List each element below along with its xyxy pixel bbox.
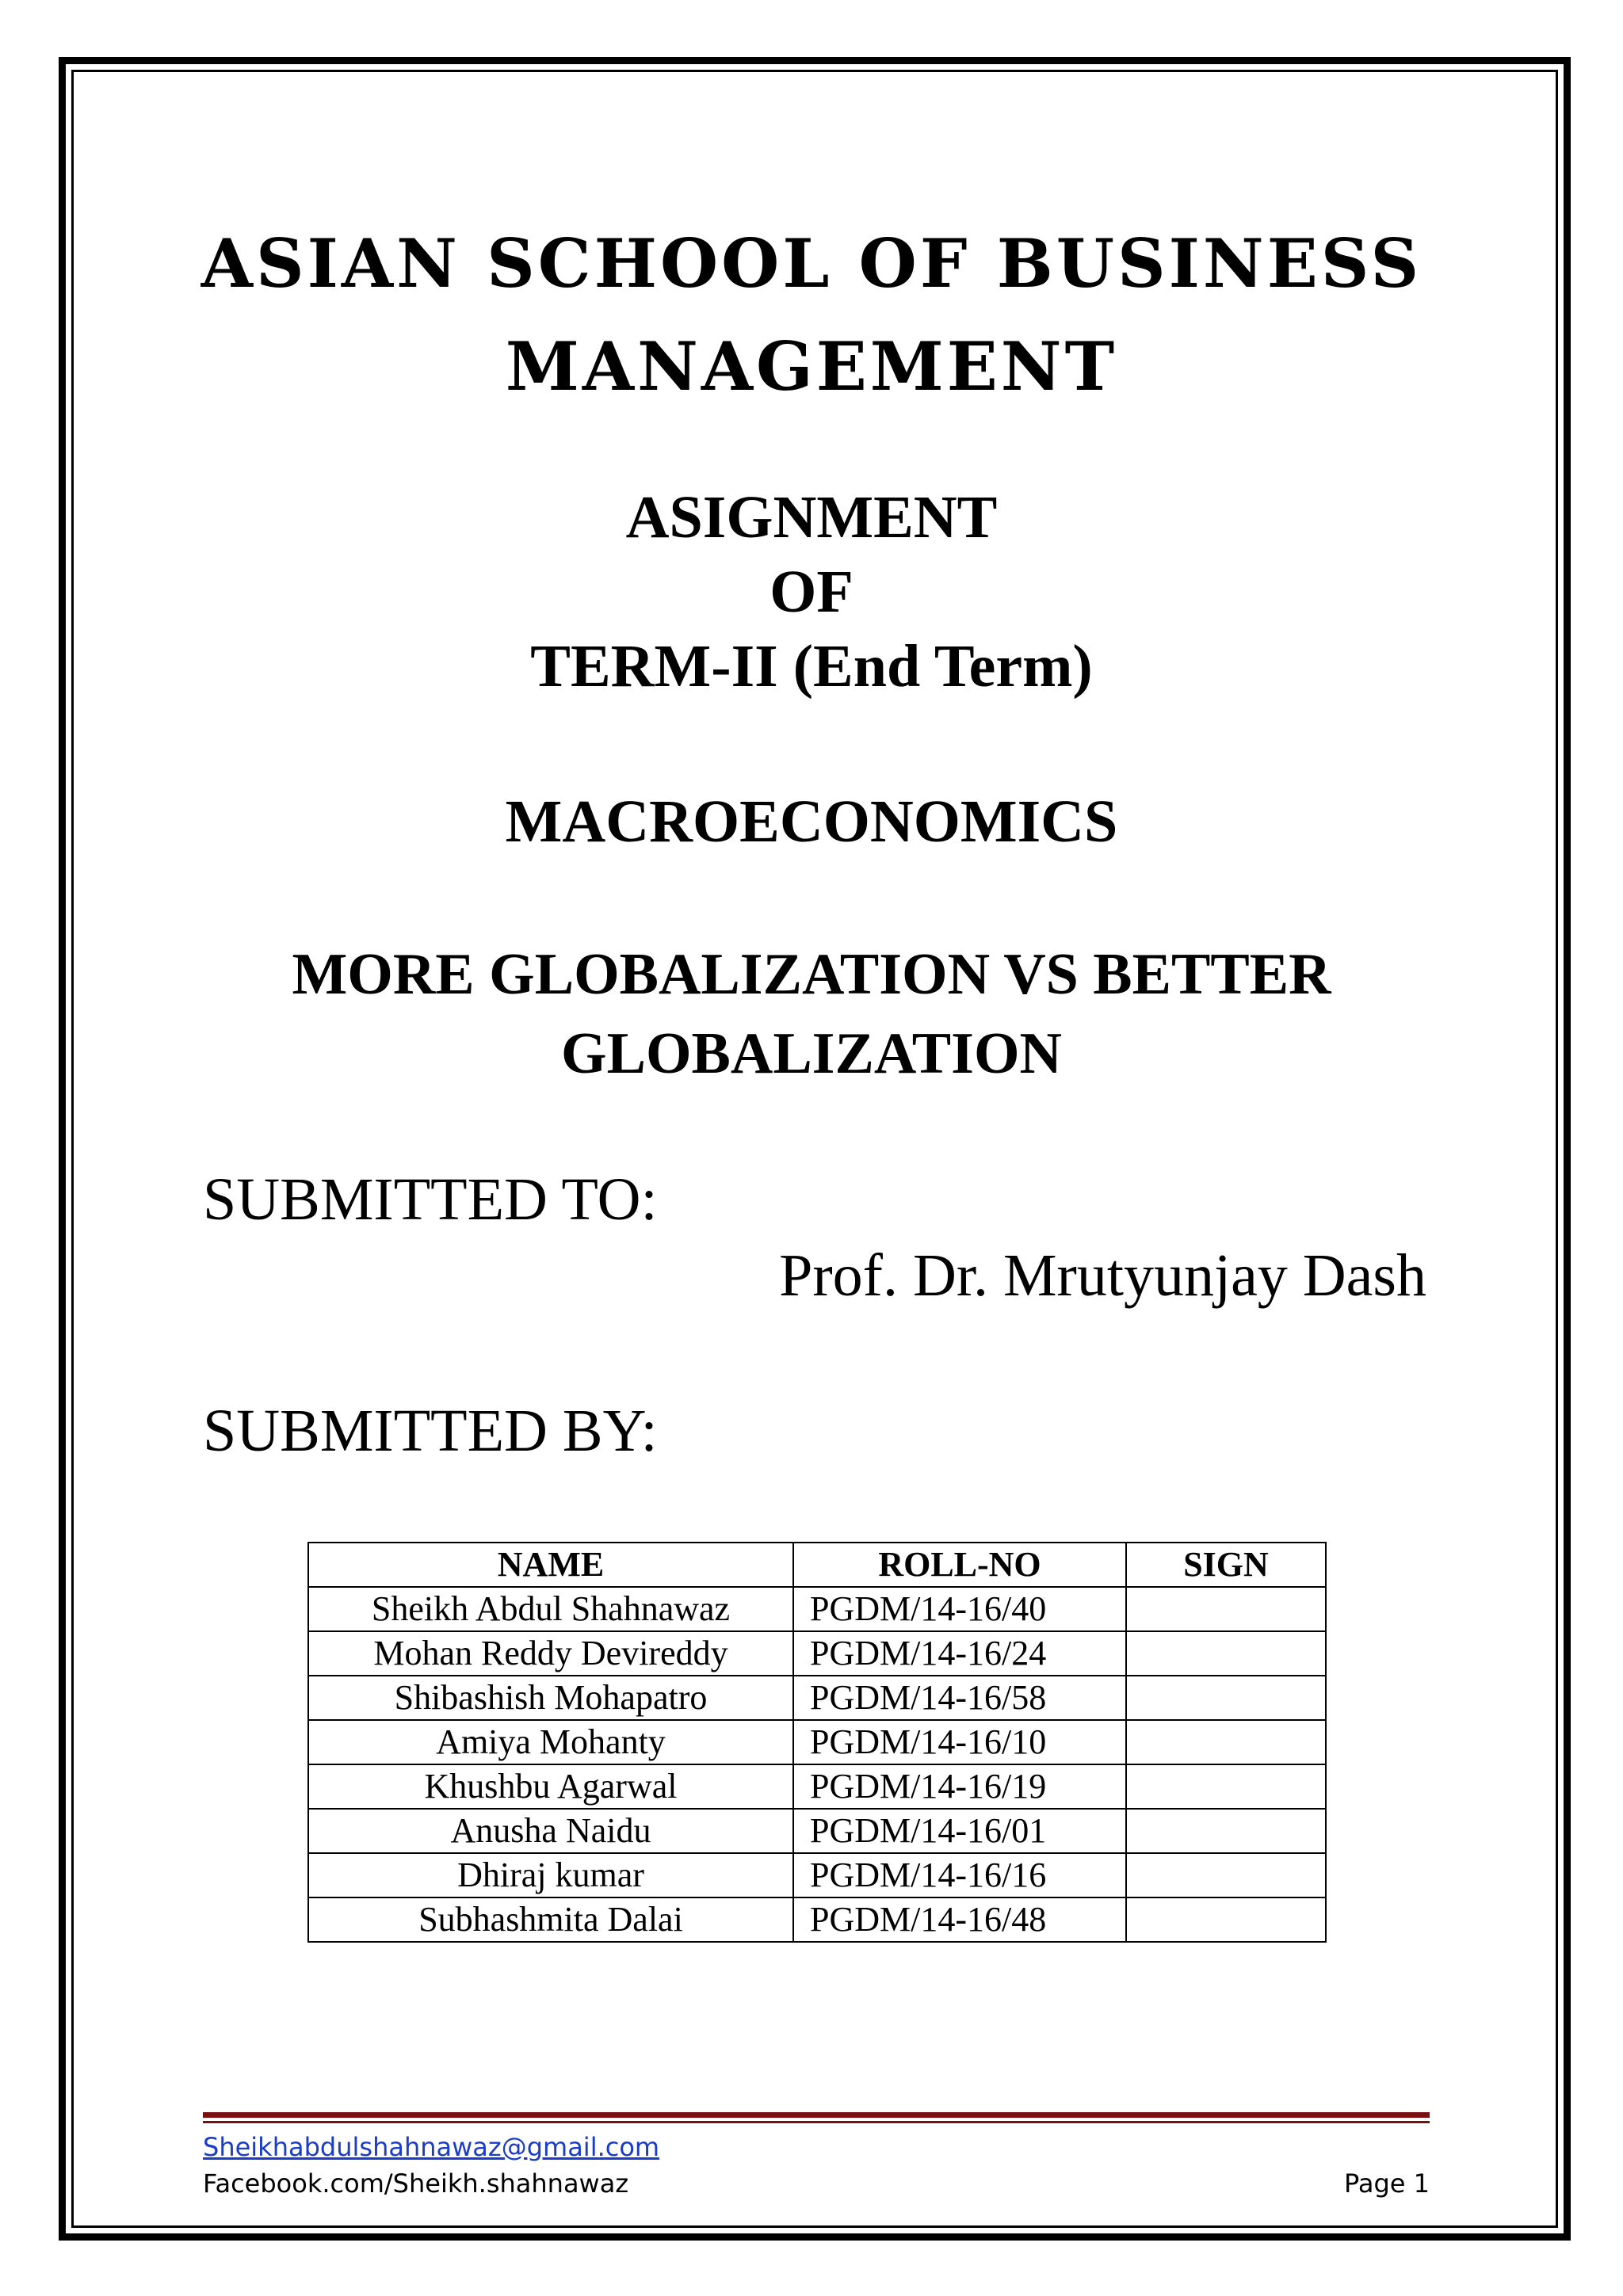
footer-divider-thin [203,2121,1430,2123]
table-header-row [308,1543,1326,1587]
student-sign [1126,1897,1326,1942]
table-row [308,1587,1326,1631]
school-title [0,212,1623,418]
student-name: Subhashmita Dalai [308,1897,793,1942]
student-roll: PGDM/14-16/58 [793,1676,1126,1720]
submitted-by-label: SUBMITTED BY: [203,1398,658,1464]
topic-line2: GLOBALIZATION [561,1021,1062,1086]
assignment-heading [0,480,1623,704]
header-sign: SIGN [1126,1543,1326,1587]
topic-line1: MORE GLOBALIZATION VS BETTER [292,942,1331,1007]
subject-heading: MACROECONOMICS [505,788,1118,855]
professor-name: Prof. Dr. Mrutyunjay Dash [779,1242,1426,1309]
student-roll: PGDM/14-16/40 [793,1587,1126,1631]
student-roll: PGDM/14-16/48 [793,1897,1126,1942]
table-row [308,1720,1326,1764]
student-name: Amiya Mohanty [308,1720,793,1764]
topic-heading [0,935,1623,1093]
student-name: Mohan Reddy Devireddy [308,1631,793,1676]
student-sign [1126,1764,1326,1809]
submitted-to-label: SUBMITTED TO: [203,1166,658,1233]
assignment-line1: ASIGNMENT [625,484,998,551]
header-name: NAME [308,1543,793,1587]
student-sign [1126,1676,1326,1720]
table-row [308,1809,1326,1853]
student-sign [1126,1587,1326,1631]
footer-email-link[interactable]: Sheikhabdulshahnawaz@gmail.com [203,2132,660,2162]
student-sign [1126,1631,1326,1676]
school-title-line2: MANAGEMENT [505,327,1118,406]
table-row [308,1897,1326,1942]
table-row [308,1631,1326,1676]
student-table [307,1542,1327,1943]
student-name: Shibashish Mohapatro [308,1676,793,1720]
student-sign [1126,1809,1326,1853]
student-sign [1126,1720,1326,1764]
student-sign [1126,1853,1326,1897]
student-name: Anusha Naidu [308,1809,793,1853]
footer-facebook: Facebook.com/Sheikh.shahnawaz [203,2168,629,2199]
table-row [308,1764,1326,1809]
assignment-line3: TERM-II (End Term) [530,633,1093,700]
student-name: Dhiraj kumar [308,1853,793,1897]
footer-divider-thick [203,2112,1430,2118]
student-roll: PGDM/14-16/01 [793,1809,1126,1853]
student-name: Sheikh Abdul Shahnawaz [308,1587,793,1631]
table-row [308,1676,1326,1720]
page-number: Page 1 [1344,2168,1430,2199]
student-name: Khushbu Agarwal [308,1764,793,1809]
assignment-line2: OF [769,559,854,625]
student-roll: PGDM/14-16/19 [793,1764,1126,1809]
student-roll: PGDM/14-16/10 [793,1720,1126,1764]
header-roll-no: ROLL-NO [793,1543,1126,1587]
student-roll: PGDM/14-16/24 [793,1631,1126,1676]
student-roll: PGDM/14-16/16 [793,1853,1126,1897]
table-row [308,1853,1326,1897]
school-title-line1: ASIAN SCHOOL OF BUSINESS [200,224,1423,303]
